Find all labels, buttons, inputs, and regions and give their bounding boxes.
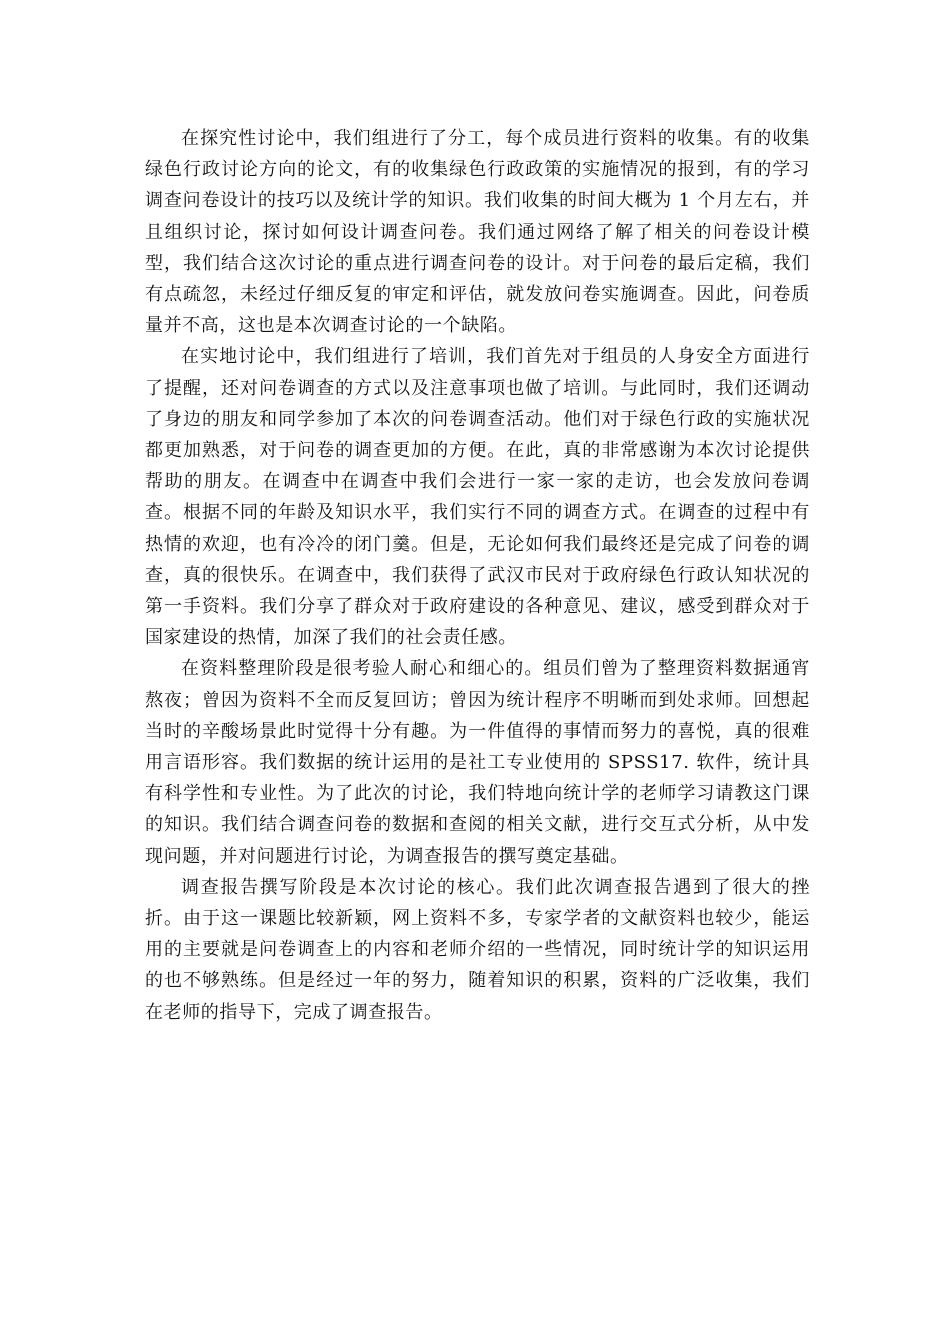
paragraph-data-organization: 在资料整理阶段是很考验人耐心和细心的。组员们曾为了整理资料数据通宵熬夜；曾因为资料不全而反复回访；曾因为统计程序不明晰而到处求师。回想起当时的辛酸场景此时觉得十分有趣。为一件值得的事情而努力的喜悦，真的很难用言语形容。我们数据的统计运用的是社工专业使用的 SPSS17. 软件，统计具有科学性和专业性。为了此次的讨论，我们特地向统计学的老师学习请教这门课的知识。我们结合调查问卷的数据和查阅的相关文献，进行交互式分析，从中发现问题，并对问题进行讨论，为调查报告的撰写奠定基础。	[145, 658, 810, 867]
paragraph-field-discussion: 在实地讨论中，我们组进行了培训，我们首先对于组员的人身安全方面进行了提醒，还对问卷调查的方式以及注意事项也做了培训。与此同时，我们还调动了身边的朋友和同学参加了本次的问卷调查活动。他们对于绿色行政的实施状况都更加熟悉，对于问卷的调查更加的方便。在此，真的非常感谢为本次讨论提供帮助的朋友。在调查中在调查中我们会进行一家一家的走访，也会发放问卷调查。根据不同的年龄及知识水平，我们实行不同的调查方式。在调查的过程中有热情的欢迎，也有冷冷的闭门羹。但是，无论如何我们最终还是完成了问卷的调查，真的很快乐。在调查中，我们获得了武汉市民对于政府绿色行政认知状况的第一手资料。我们分享了群众对于政府建设的各种意见、建议，感受到群众对于国家建设的热情，加深了我们的社会责任感。	[145, 346, 810, 649]
document-body	[145, 123, 810, 1028]
paragraph-research-discussion: 在探究性讨论中，我们组进行了分工，每个成员进行资料的收集。有的收集绿色行政讨论方向的论文，有的收集绿色行政政策的实施情况的报到，有的学习调查问卷设计的技巧以及统计学的知识。我们收集的时间大概为 1 个月左右，并且组织讨论，探讨如何设计调查问卷。我们通过网络了解了相关的问卷设计模型，我们结合这次讨论的重点进行调查问卷的设计。对于问卷的最后定稿，我们有点疏忽，未经过仔细反复的审定和评估，就发放问卷实施调查。因此，问卷质量并不高，这也是本次调查讨论的一个缺陷。	[145, 128, 810, 337]
paragraph-report-writing: 调查报告撰写阶段是本次讨论的核心。我们此次调查报告遇到了很大的挫折。由于这一课题比较新颖，网上资料不多，专家学者的文献资料也较少，能运用的主要就是问卷调查上的内容和老师介绍的一些情况，同时统计学的知识运用的也不够熟练。但是经过一年的努力，随着知识的积累，资料的广泛收集，我们在老师的指导下，完成了调查报告。	[145, 876, 810, 1023]
